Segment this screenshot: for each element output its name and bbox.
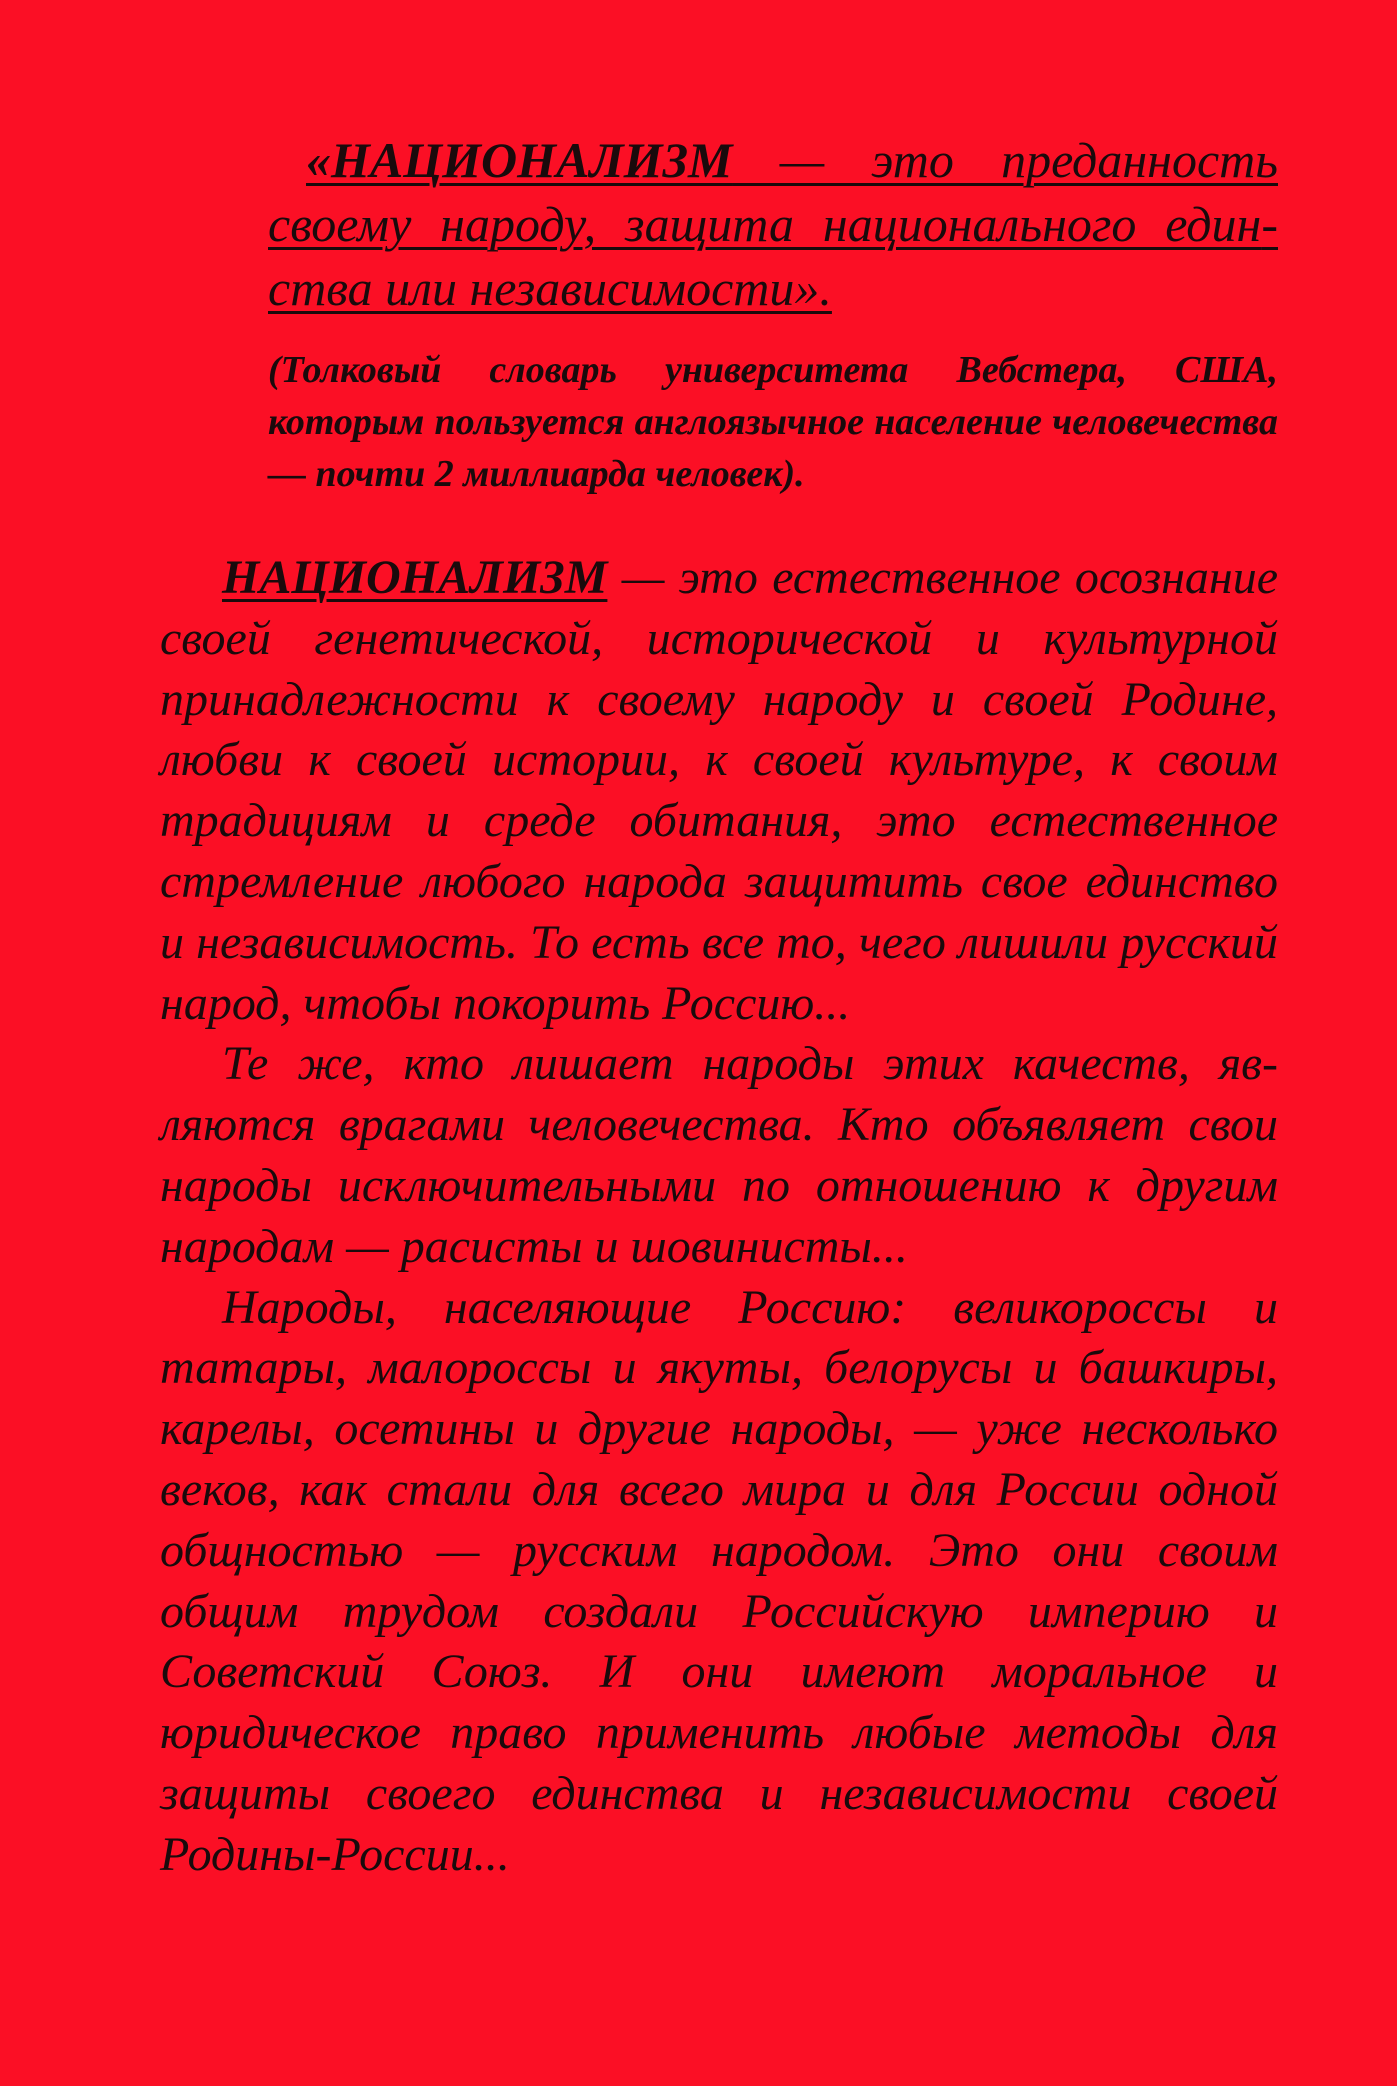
epigraph-definition: — это преданность своему народу, защита национального единства или независимости». xyxy=(268,132,1278,316)
main-definition: — это естественное осознание своей генетической, исторической и культурной принадлежности к своему народу и своей Родине, любви к своей истории, к своей культуре, к своим традициям и среде обитания, это естественное стремление любого народа защитить свое единство и независимость. То есть все то, чего лишили русский народ, чтобы покорить Россию... xyxy=(160,551,1278,1030)
main-text xyxy=(160,548,1278,1886)
epigraph-term: «НАЦИОНАЛИЗМ xyxy=(306,132,733,188)
epigraph-source: (Толковый словарь университета Вебстера, США, которым пользуется англоязычное население человечества — почти 2 миллиарда человек). xyxy=(268,349,1278,495)
definition-paragraph xyxy=(160,548,1278,1034)
main-term: НАЦИОНАЛИЗМ xyxy=(222,551,608,604)
paragraph-peoples: Народы, населяющие Россию: великороссы и татары, малороссы и якуты, белорусы и башкиры, карелы, осетины и другие народы, — уже несколько веков, как стали для всего мира и для России одной общностью — русским народом. Это они своим общим трудом создали Российскую империю и Советский Союз. И они имеют моральное и юридическое право применить любые методы для защиты своего единства и независимости своей Родины-России... xyxy=(160,1280,1278,1881)
epigraph-quote xyxy=(268,128,1278,320)
epigraph xyxy=(268,128,1278,500)
paragraph-enemies: Те же, кто лишает народы этих качеств, являются врагами человечества. Кто объявляет свои народы исключительными по отношению к другим народам — расисты и шовинисты... xyxy=(160,1037,1278,1273)
